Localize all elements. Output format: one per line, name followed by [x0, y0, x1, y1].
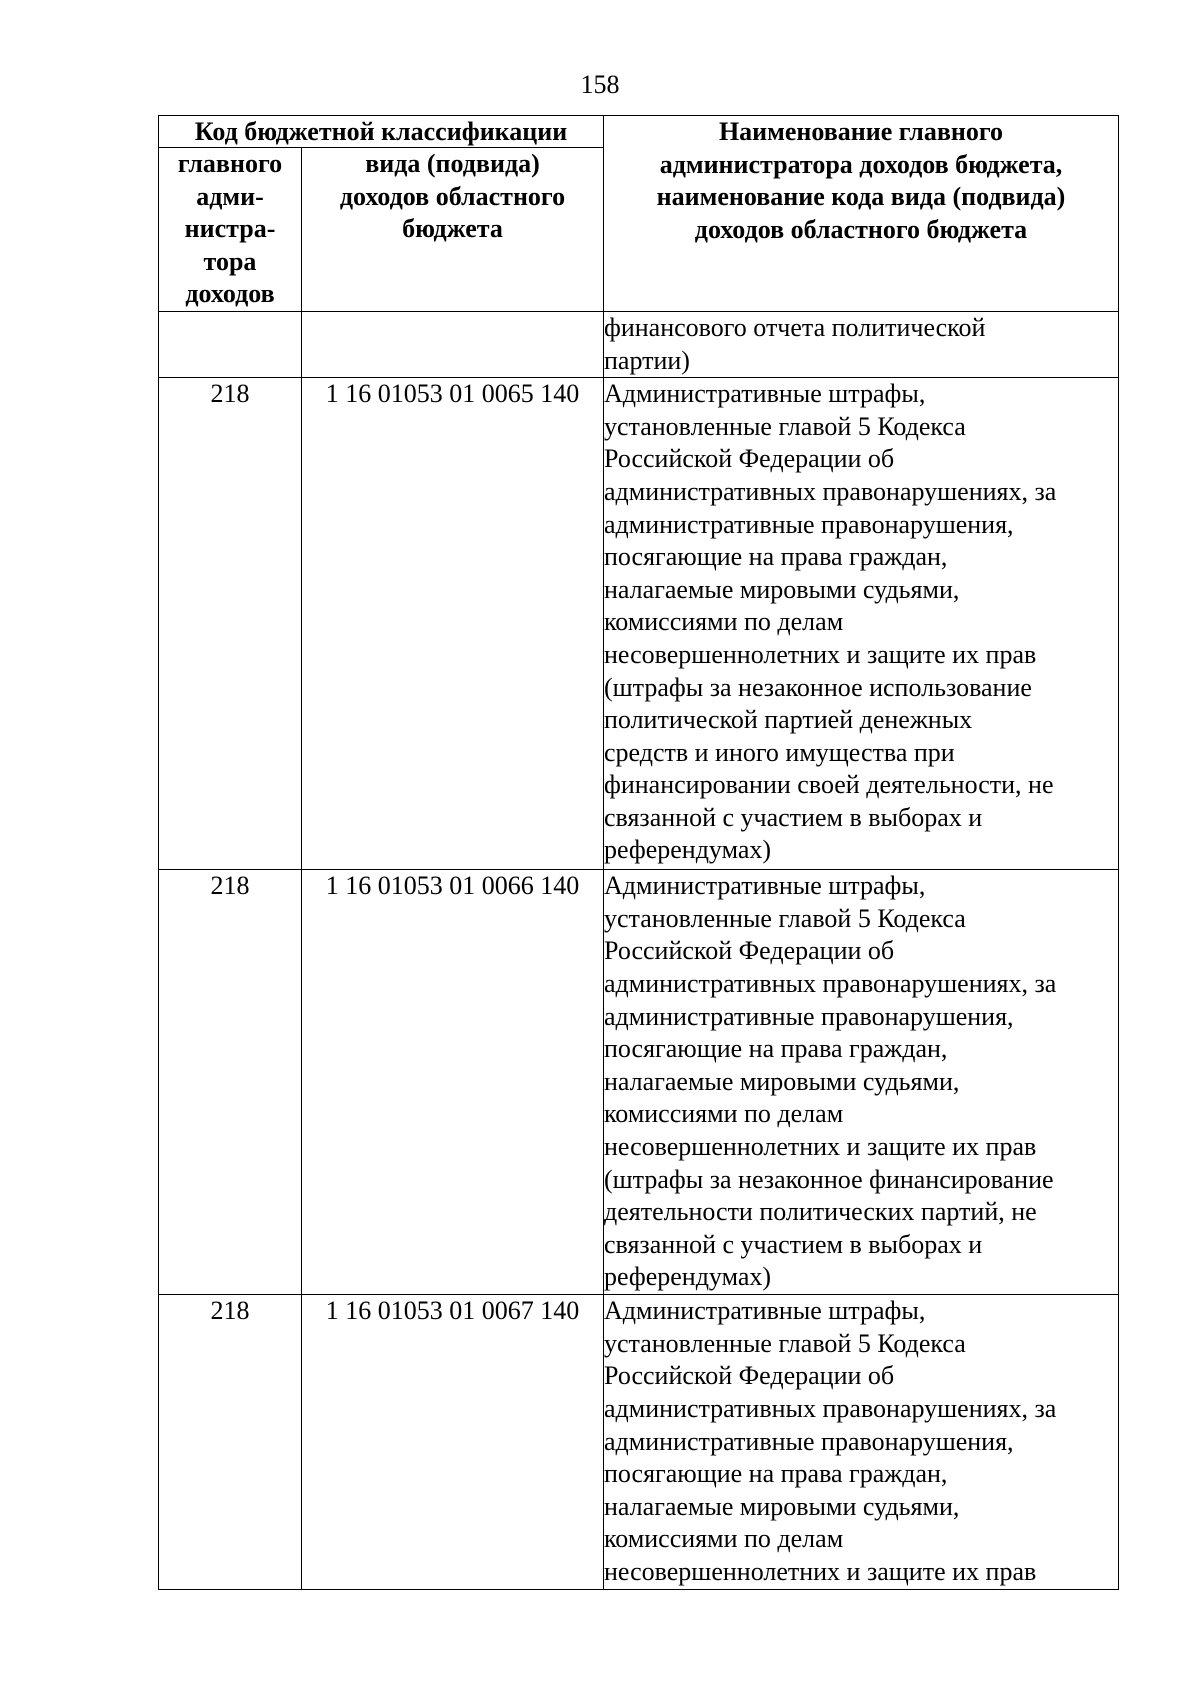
name-line: комиссиями по делам — [604, 607, 844, 637]
name-column-header — [604, 116, 1119, 312]
name-line: административных правонарушениях, за — [604, 968, 1057, 998]
name-line: Административные штрафы, — [604, 871, 926, 901]
kind-code-cell: 1 16 01053 01 0066 140 — [302, 870, 604, 1295]
kbk-group-header: Код бюджетной классификации — [159, 116, 604, 148]
header-line: бюджета — [402, 214, 503, 244]
name-line: посягающие на права граждан, — [604, 1034, 948, 1064]
table-row — [159, 1295, 1119, 1590]
name-line: установленные главой 5 Кодекса — [604, 411, 966, 441]
name-line: налагаемые мировыми судьями, — [604, 1491, 960, 1521]
name-line: посягающие на права граждан, — [604, 1459, 948, 1489]
kind-code-cell — [302, 311, 604, 377]
name-line: Административные штрафы, — [604, 379, 926, 409]
admin-code-cell — [159, 311, 302, 377]
name-line: референдумах) — [604, 835, 772, 865]
header-line: нистра- — [184, 214, 276, 244]
name-line: несовершеннолетних и защите их прав — [604, 639, 1037, 669]
name-line: административные правонарушения, — [604, 1426, 1014, 1456]
name-line: деятельности политических партий, не — [604, 1197, 1037, 1227]
name-line: партии) — [604, 345, 690, 375]
budget-classification-table — [158, 115, 1119, 1590]
header-line: наименование кода вида (подвида) — [656, 182, 1066, 212]
kind-column-header — [302, 148, 604, 312]
name-line: комиссиями по делам — [604, 1099, 844, 1129]
name-line: налагаемые мировыми судьями, — [604, 1066, 960, 1096]
admin-column-header — [159, 148, 302, 312]
name-line: несовершеннолетних и защите их прав — [604, 1131, 1037, 1161]
table-row — [159, 870, 1119, 1295]
name-line: Российской Федерации об — [604, 1361, 895, 1391]
name-line: Административные штрафы, — [604, 1296, 926, 1326]
kind-code-cell: 1 16 01053 01 0067 140 — [302, 1295, 604, 1590]
name-line: административные правонарушения, — [604, 1001, 1014, 1031]
table-row — [159, 378, 1119, 870]
name-line: налагаемые мировыми судьями, — [604, 574, 960, 604]
kind-code-cell: 1 16 01053 01 0065 140 — [302, 378, 604, 870]
name-line: административных правонарушениях, за — [604, 476, 1057, 506]
header-line: адми- — [196, 181, 264, 211]
name-line: средств и иного имущества при — [604, 737, 955, 767]
header-line: доходов областного бюджета — [694, 214, 1028, 244]
name-cell — [604, 311, 1119, 377]
header-line: вида (подвида) — [365, 149, 540, 178]
name-line: Российской Федерации об — [604, 936, 895, 966]
name-line: несовершеннолетних и защите их прав — [604, 1556, 1037, 1586]
header-line: администратора доходов бюджета, — [659, 149, 1063, 179]
name-line: политической партией денежных — [604, 705, 973, 735]
name-line: (штрафы за незаконное использование — [604, 672, 1032, 702]
header-line: главного — [177, 149, 283, 178]
name-line: финансового отчета политической — [604, 312, 986, 342]
header-line: Наименование главного — [718, 117, 1004, 146]
table-header-row — [159, 116, 1119, 148]
name-cell — [604, 1295, 1119, 1590]
header-line: тора — [203, 246, 257, 276]
admin-code-cell: 218 — [159, 1295, 302, 1590]
name-line: связанной с участием в выборах и — [604, 802, 983, 832]
name-line: финансировании своей деятельности, не — [604, 770, 1054, 800]
name-line: установленные главой 5 Кодекса — [604, 903, 966, 933]
name-line: установленные главой 5 Кодекса — [604, 1328, 966, 1358]
name-line: (штрафы за незаконное финансирование — [604, 1164, 1054, 1194]
header-line: доходов — [185, 279, 275, 309]
header-line: доходов областного — [339, 181, 566, 211]
name-line: административных правонарушениях, за — [604, 1393, 1057, 1423]
name-line: комиссиями по делам — [604, 1524, 844, 1554]
page-number: 158 — [580, 70, 620, 99]
name-line: Российской Федерации об — [604, 444, 895, 474]
name-line: посягающие на права граждан, — [604, 542, 948, 572]
name-line: референдумах) — [604, 1262, 772, 1292]
name-line: административные правонарушения, — [604, 509, 1014, 539]
admin-code-cell: 218 — [159, 870, 302, 1295]
name-line: связанной с участием в выборах и — [604, 1229, 983, 1259]
name-cell — [604, 870, 1119, 1295]
table-row — [159, 311, 1119, 377]
name-cell — [604, 378, 1119, 870]
admin-code-cell: 218 — [159, 378, 302, 870]
